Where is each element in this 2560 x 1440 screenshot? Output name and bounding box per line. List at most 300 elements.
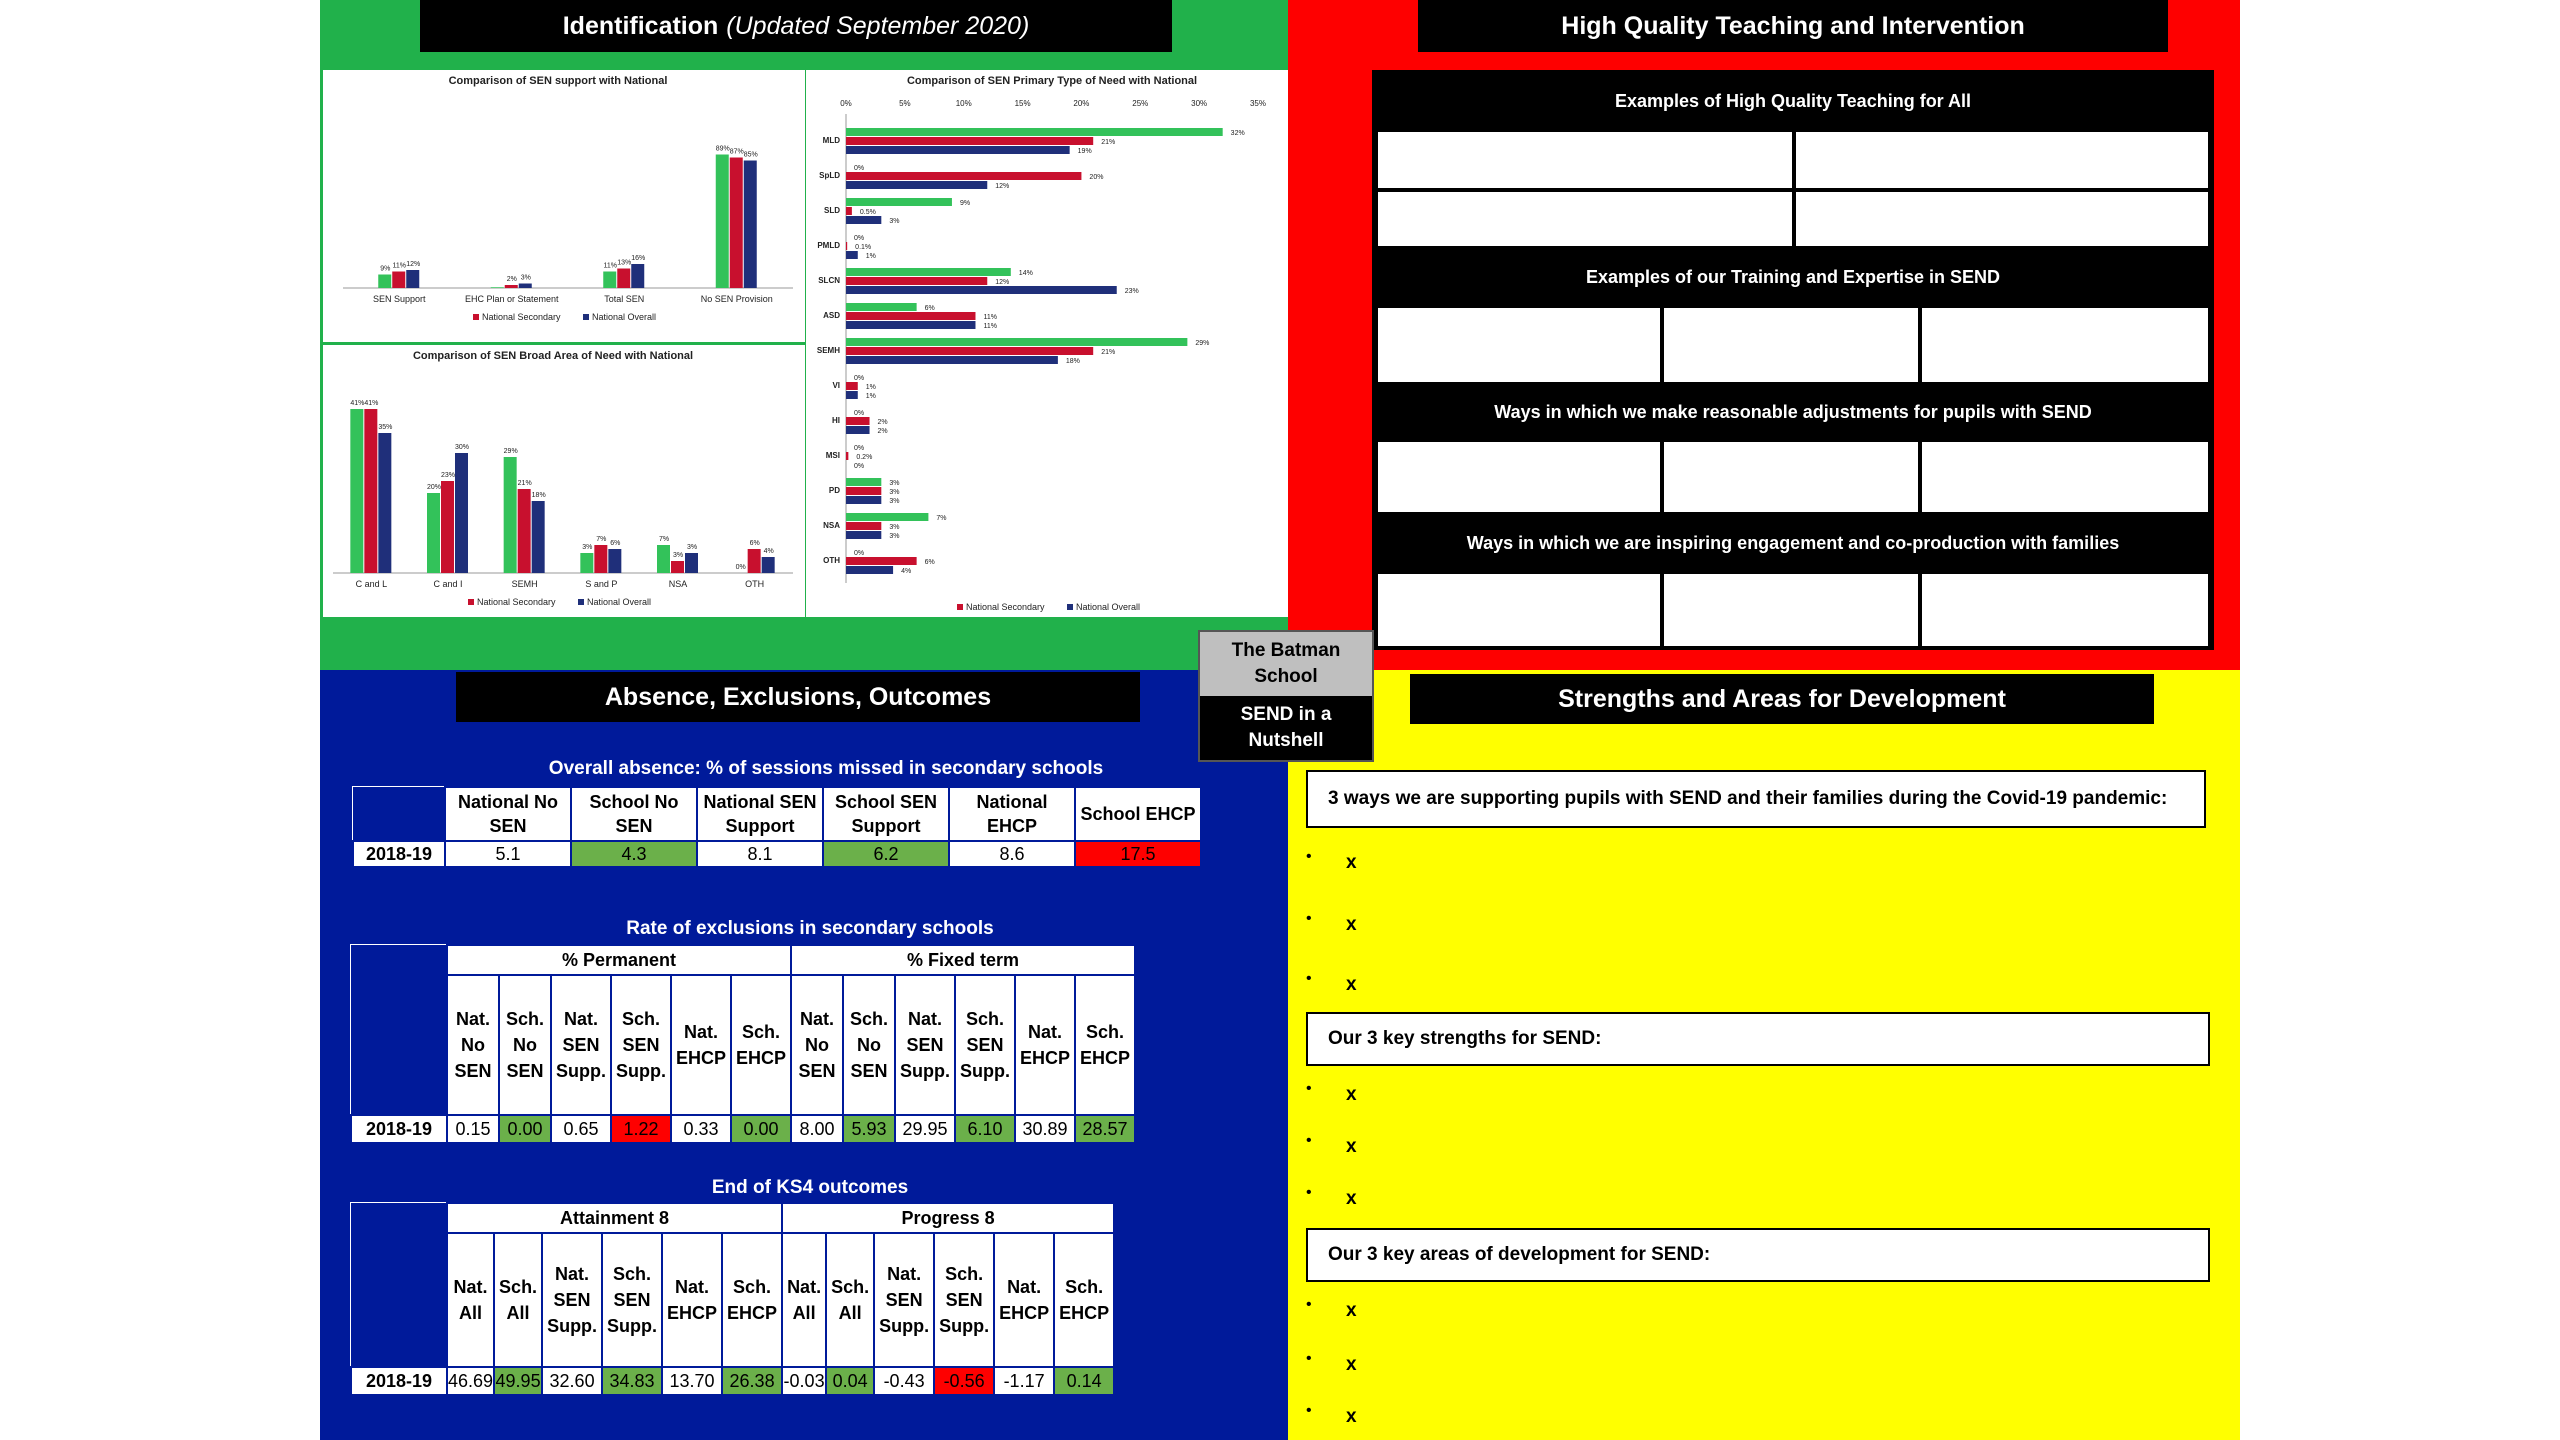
x-tick-label: 30% [1191,99,1208,108]
table-cell: 49.95 [494,1367,542,1395]
data-label: 21% [1101,349,1116,356]
category-label: S and P [585,579,618,589]
table-cell: 6.2 [823,841,949,867]
data-label: 29% [503,448,518,455]
ks4-table [350,1202,1115,1396]
hq-cell [1922,442,2208,512]
bar [846,198,952,206]
column-header: Nat. SEN Supp. [542,1233,602,1367]
bullet-text: x [1346,914,1357,935]
chart-primary-need [806,70,1288,617]
bar [518,489,531,573]
chart-panel-broad-area [323,345,805,617]
chart-sen-support [323,70,805,342]
bar [846,137,1093,145]
bullet-text: x [1346,1300,1357,1321]
legend-label: National Overall [592,312,657,322]
corner-cell [353,787,445,841]
table-cell: -0.56 [934,1367,994,1395]
column-header: Sch. SEN Supp. [611,975,671,1115]
column-header: Nat. SEN Supp. [874,1233,934,1367]
row-label: 2018-19 [351,1367,447,1395]
bullet-dot: • [1306,1132,1312,1149]
data-label: 1% [865,384,876,391]
data-label: 0% [854,463,865,470]
table-cell: 0.00 [731,1115,791,1143]
category-label: NSA [823,521,840,530]
category-label: VI [832,381,840,390]
table-row [351,1115,1135,1143]
data-label: 11% [603,262,617,270]
table-cell: 26.38 [722,1367,782,1395]
bar [427,493,440,573]
hq-cell [1922,574,2208,646]
overall-absence-title: Overall absence: % of sessions missed in secondary schools [548,758,1104,779]
data-label: 7% [596,536,607,543]
table-cell: 0.00 [499,1115,551,1143]
data-label: 7% [658,536,670,543]
bar [846,181,987,189]
data-label: 19% [1077,148,1092,155]
category-label: PD [828,486,840,495]
bar [846,557,917,565]
category-label: SpLD [819,171,840,180]
data-label: 3% [889,524,900,531]
table-cell: -0.43 [874,1367,934,1395]
data-label: 13% [617,259,632,267]
table-cell: 17.5 [1075,841,1201,867]
key-strengths-box: Our 3 key strengths for SEND: [1306,1012,2210,1066]
bullet-text: x [1346,1188,1357,1209]
table-cell: 30.89 [1015,1115,1075,1143]
data-label: 21% [517,480,532,487]
bar [846,391,858,399]
category-label: SEMH [511,579,538,589]
data-label: 0% [854,375,865,382]
data-label: 3% [889,218,900,225]
school-name: The Batman School [1200,632,1372,696]
data-label: 4% [763,548,774,555]
bar [846,268,1011,276]
bar [608,549,621,573]
center-label [1198,630,1374,762]
bullet-dot: • [1306,1184,1312,1201]
group-row [351,945,1135,975]
data-label: 0% [854,410,865,417]
data-label: 6% [749,540,760,547]
column-header: School EHCP [1075,787,1201,841]
category-label: C and I [433,579,463,589]
column-header: Nat. EHCP [994,1233,1054,1367]
data-label: 0% [854,550,865,557]
category-label: EHC Plan or Statement [464,294,559,304]
category-label: PMLD [817,241,840,250]
bullet-text: x [1346,1354,1357,1375]
strengths-title: Strengths and Areas for Development [1558,684,2006,713]
corner-cell [351,1203,447,1367]
bar [364,409,377,573]
bar [846,172,1081,180]
x-tick-label: 20% [1073,99,1090,108]
data-label: 11% [983,314,997,321]
legend-swatch [578,599,584,605]
hq-cell [1378,132,1792,188]
hq-cell [1664,574,1918,646]
bar [748,549,761,573]
identification-header [420,0,1172,52]
bullet-dot: • [1306,1296,1312,1313]
data-label: 18% [531,492,546,499]
bullet-text: x [1346,1406,1357,1427]
bar [846,128,1223,136]
table-cell: 8.6 [949,841,1075,867]
data-label: 9% [959,200,971,207]
table-cell: 34.83 [602,1367,662,1395]
bar [603,272,616,289]
data-label: 12% [406,261,421,268]
column-header: Sch. All [826,1233,874,1367]
data-label: 41% [350,400,365,407]
table-cell: -1.17 [994,1367,1054,1395]
table-cell: 6.10 [955,1115,1015,1143]
bar [846,347,1093,355]
table-cell: 0.15 [447,1115,499,1143]
column-header: Nat. EHCP [662,1233,722,1367]
table-cell: 28.57 [1075,1115,1135,1143]
data-label: 23% [440,472,456,479]
hq-box [1372,70,2214,650]
data-label: 3% [889,489,900,496]
legend-label: National Secondary [966,602,1045,612]
table-cell: 5.1 [445,841,571,867]
hq-cell [1378,192,1792,246]
column-header: Sch. EHCP [1054,1233,1114,1367]
bar [846,277,987,285]
bar [730,158,743,289]
data-label: 3% [582,544,593,551]
x-tick-label: 10% [955,99,972,108]
bullet-dot: • [1306,1080,1312,1097]
bar [846,531,881,539]
identification-subtitle: (Updated September 2020) [726,11,1030,40]
bullet-dot: • [1306,848,1312,865]
bar [491,287,504,288]
bar [594,545,607,573]
bullet-dot: • [1306,910,1312,927]
data-label: 0.1% [855,244,872,251]
data-label: 20% [426,484,442,491]
table-row [353,841,1201,867]
header-row [353,787,1201,841]
data-label: 87% [729,148,744,156]
row-label: 2018-19 [351,1115,447,1143]
bar [617,269,630,289]
data-label: 0% [854,165,865,172]
table-cell: 0.65 [551,1115,611,1143]
hq-cell [1796,192,2208,246]
column-header: Nat. SEN Supp. [895,975,955,1115]
table-cell: 4.3 [571,841,697,867]
bar [846,522,881,530]
data-label: 6% [924,305,935,312]
group-header: Progress 8 [782,1203,1114,1233]
table-cell: 13.70 [662,1367,722,1395]
bar [378,433,391,573]
chart-broad-area [323,345,805,617]
hq-title: High Quality Teaching and Intervention [1561,11,2025,40]
absence-title: Absence, Exclusions, Outcomes [604,682,992,711]
bar [846,487,881,495]
bar [631,264,644,288]
category-label: SLD [824,206,840,215]
hq-cell [1378,308,1660,382]
column-header: National No SEN [445,787,571,841]
chart-panel-sen-support [323,70,805,342]
data-label: 2% [877,428,888,435]
column-header: Sch. No SEN [499,975,551,1115]
data-label: 32% [1230,130,1245,137]
bar [657,545,670,573]
column-header: Nat. EHCP [671,975,731,1115]
column-header: Sch. EHCP [731,975,791,1115]
hq-section-1-title: Examples of High Quality Teaching for All [1614,90,1972,111]
column-header: Nat. No SEN [791,975,843,1115]
data-label: 35% [378,424,393,431]
table-cell: 0.14 [1054,1367,1114,1395]
group-header: % Permanent [447,945,791,975]
hq-section-2-title: Examples of our Training and Expertise in SEND [1585,266,2001,287]
overall-absence-table [352,786,1202,868]
column-header: National EHCP [949,787,1075,841]
table-cell: 8.1 [697,841,823,867]
data-label: 12% [995,279,1010,286]
exclusions-table [350,944,1136,1144]
x-tick-label: 5% [899,99,911,108]
identification-title: Identification [562,11,719,40]
data-label: 0% [735,564,746,571]
data-label: 2% [877,419,888,426]
bar [846,242,847,250]
legend-label: National Secondary [477,597,556,607]
category-label: MSI [825,451,840,460]
x-tick-label: 25% [1132,99,1149,108]
nutshell-label: SEND in a Nutshell [1200,696,1372,760]
bar [685,553,698,573]
column-header: Sch. EHCP [1075,975,1135,1115]
bar [846,303,917,311]
bar [580,553,593,573]
bar [392,272,405,289]
bar [505,285,518,288]
legend-swatch [473,314,479,320]
x-tick-label: 15% [1014,99,1031,108]
data-label: 0.2% [856,454,873,461]
hq-header [1418,0,2168,52]
category-label: C and L [355,579,388,589]
strengths-header [1410,674,2154,724]
data-label: 1% [865,393,876,400]
table-cell: 29.95 [895,1115,955,1143]
group-row [351,1203,1114,1233]
table-cell: 46.69 [447,1367,494,1395]
data-label: 12% [995,183,1010,190]
column-header: School SEN Support [823,787,949,841]
data-label: 3% [889,533,900,540]
category-label: OTH [745,579,765,589]
bar [504,457,517,573]
bar [846,417,870,425]
bar [846,251,858,259]
bar [744,161,757,289]
bullet-text: x [1346,1136,1357,1157]
hq-cell [1378,574,1660,646]
data-label: 21% [1101,139,1116,146]
column-header: Nat. No SEN [447,975,499,1115]
table-cell: 32.60 [542,1367,602,1395]
legend-label: National Overall [1076,602,1141,612]
data-label: 16% [631,255,646,262]
bar [378,275,391,289]
bar [532,501,545,573]
bar [846,426,870,434]
data-label: 4% [901,568,912,575]
legend-swatch [957,604,963,610]
bar [846,338,1187,346]
data-label: 6% [610,540,621,547]
data-label: 0% [854,235,865,242]
column-header: Sch. SEN Supp. [955,975,1015,1115]
bar [846,286,1117,294]
table-cell: 0.33 [671,1115,731,1143]
column-header: Nat. SEN Supp. [551,975,611,1115]
bar [846,321,975,329]
table-cell: 0.04 [826,1367,874,1395]
chart-title: Comparison of SEN Broad Area of Need with National [412,350,694,362]
category-label: No SEN Provision [700,294,773,304]
category-label: OTH [823,556,840,565]
data-label: 3% [672,552,684,559]
bar [846,452,848,460]
bar [350,409,363,573]
column-header: School No SEN [571,787,697,841]
header-row [351,975,1135,1115]
row-label: 2018-19 [353,841,445,867]
category-label: SLCN [818,276,840,285]
data-label: 3% [686,544,698,551]
chart-panel-primary-need [806,70,1288,617]
data-label: 3% [889,498,900,505]
hq-cell [1664,442,1918,512]
chart-title: Comparison of SEN support with National [448,75,668,87]
data-label: 9% [380,265,391,273]
ks4-title: End of KS4 outcomes [711,1177,909,1198]
data-label: 11% [392,262,406,270]
category-label: ASD [823,311,840,320]
category-label: NSA [668,579,688,589]
hq-cell [1922,308,2208,382]
hq-cell [1664,308,1918,382]
chart-title: Comparison of SEN Primary Type of Need with National [906,75,1198,87]
data-label: 20% [1089,174,1104,181]
table-row [351,1367,1114,1395]
data-label: 11% [983,323,997,330]
data-label: 30% [454,444,470,451]
data-label: 3% [889,480,900,487]
category-label: SEN Support [372,294,426,304]
absence-header [456,672,1140,722]
data-label: 0% [854,445,865,452]
category-label: HI [832,416,840,425]
column-header: Nat. All [447,1233,494,1367]
column-header: National SEN Support [697,787,823,841]
bar [716,155,729,289]
table-cell: 1.22 [611,1115,671,1143]
column-header: Sch. No SEN [843,975,895,1115]
column-header: Nat. EHCP [1015,975,1075,1115]
category-label: SEMH [816,346,840,355]
data-label: 29% [1195,340,1210,347]
covid-support-box: 3 ways we are supporting pupils with SEND and their families during the Covid-19 pandemic: [1306,770,2206,828]
bar [846,566,893,574]
bullet-dot: • [1306,970,1312,987]
table-cell: -0.03 [782,1367,826,1395]
bar [846,513,928,521]
bar [846,146,1070,154]
bar [846,356,1058,364]
hq-section-4-title: Ways in which we are inspiring engagement and co-production with families [1466,532,2120,553]
bar [762,557,775,573]
data-label: 2% [506,276,517,283]
bar [406,270,419,288]
bullet-dot: • [1306,1350,1312,1367]
group-header: Attainment 8 [447,1203,782,1233]
data-label: 89% [715,145,730,153]
column-header: Sch. SEN Supp. [602,1233,662,1367]
legend-label: National Overall [587,597,652,607]
bullet-text: x [1346,1084,1357,1105]
bar [846,382,858,390]
data-label: 6% [924,559,935,566]
bar [846,496,881,504]
data-label: 23% [1124,288,1139,295]
bar [671,561,684,573]
bar [441,481,454,573]
bar [846,478,881,486]
data-label: 85% [743,151,758,159]
development-box: Our 3 key areas of development for SEND: [1306,1228,2210,1282]
column-header: Nat. All [782,1233,826,1367]
bar [519,284,532,289]
data-label: 0.5% [859,209,876,216]
column-header: Sch. EHCP [722,1233,782,1367]
category-label: MLD [822,136,840,145]
exclusions-title: Rate of exclusions in secondary schools [626,918,994,939]
x-tick-label: 0% [840,99,852,108]
bullet-text: x [1346,974,1357,995]
bullet-text: x [1346,852,1357,873]
group-header: % Fixed term [791,945,1135,975]
legend-swatch [468,599,474,605]
bar [846,207,852,215]
data-label: 18% [1065,358,1080,365]
hq-section-3-title: Ways in which we make reasonable adjustments for pupils with SEND [1494,401,2092,422]
corner-cell [351,945,447,1115]
data-label: 1% [865,253,876,260]
legend-swatch [1067,604,1073,610]
header-row [351,1233,1114,1367]
x-tick-label: 35% [1249,99,1267,108]
column-header: Sch. All [494,1233,542,1367]
